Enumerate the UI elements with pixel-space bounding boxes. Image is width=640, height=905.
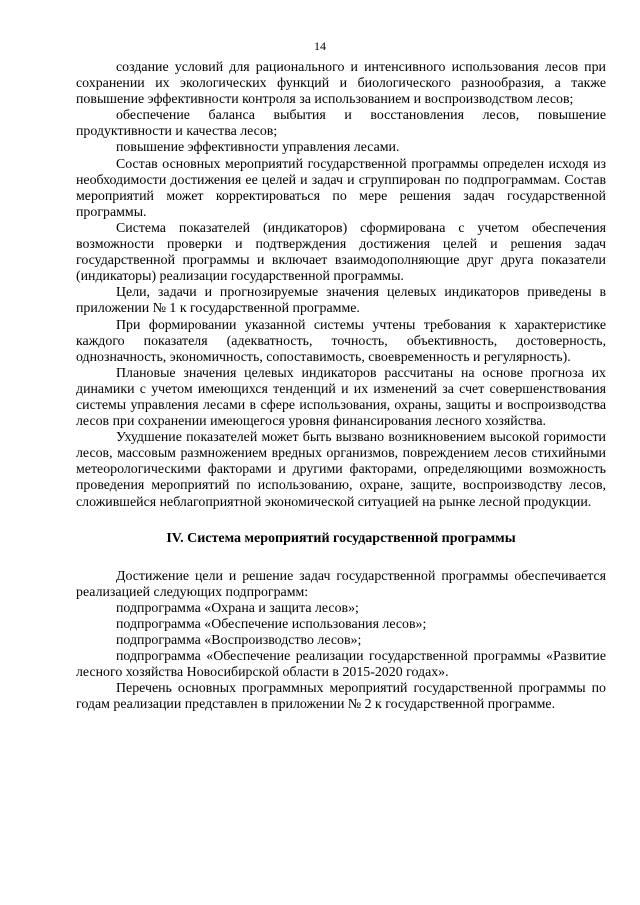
document-body: [76, 60, 606, 713]
page-number: 14: [314, 39, 326, 53]
paragraph: При формировании указанной системы учтены требования к характеристике каждого показателя (адекватность, точность, объективность, достоверность, однозначность, экономичность, сопоставимость, своевременность и регулярность).: [76, 317, 606, 365]
paragraph: повышение эффективности управления лесами.: [116, 140, 400, 156]
list-item: подпрограмма «Обеспечение использования лесов»;: [116, 616, 427, 632]
paragraph: Цели, задачи и прогнозируемые значения целевых индикаторов приведены в приложении № 1 к государственной программе.: [76, 285, 606, 317]
list-item: подпрограмма «Обеспечение реализации государственной программы «Развитие лесного хозяйства Новосибирской области в 2015-2020 годах».: [76, 649, 606, 681]
paragraph: Перечень основных программных мероприятий государственной программы по годам реализации представлен в приложении № 2 к государственной программе.: [76, 681, 606, 713]
paragraph: Достижение цели и решение задач государственной программы обеспечивается реализацией следующих подпрограмм:: [76, 568, 606, 600]
paragraph: Состав основных мероприятий государственной программы определен исходя из необходимости достижения ее целей и задач и сгруппирован по подпрограммам. Состав мероприятий может корректироваться по мере решения задач государственной программы.: [76, 156, 606, 220]
paragraph: Ухудшение показателей может быть вызвано возникновением высокой горимости лесов, массовым размножением вредных организмов, повреждением лесов стихийными метеорологическими факторами и другими факторами, определяющими возможность проведения мероприятий по использованию, охране, защите, воспроизводству лесов, сложившейся неблагоприятной экономической ситуацией на рынке лесной продукции.: [76, 430, 606, 510]
paragraph: создание условий для рационального и интенсивного использования лесов при сохранении их экологических функций и биологического разнообразия, а также повышение эффективности контроля за использованием и воспроизводством лесов;: [76, 60, 606, 108]
list-item: подпрограмма «Охрана и защита лесов»;: [116, 600, 359, 616]
paragraph: Плановые значения целевых индикаторов рассчитаны на основе прогноза их динамики с учетом имеющихся тенденций и их изменений за счет совершенствования системы управления лесами в сфере использования, охраны, защиты и воспроизводства лесов при сохранении имеющегося уровня финансирования лесного хозяйства.: [76, 365, 606, 430]
section-heading: IV. Система мероприятий государственной программы: [166, 530, 516, 546]
paragraph: обеспечение баланса выбытия и восстановления лесов, повышение продуктивности и качества лесов;: [76, 108, 606, 140]
paragraph: Система показателей (индикаторов) сформирована с учетом обеспечения возможности проверки и подтверждения достижения целей и решения задач государственной программы и включает взаимодополняющие друг друга показатели (индикаторы) реализации государственной программы.: [76, 220, 606, 285]
list-item: подпрограмма «Воспроизводство лесов»;: [116, 633, 362, 648]
